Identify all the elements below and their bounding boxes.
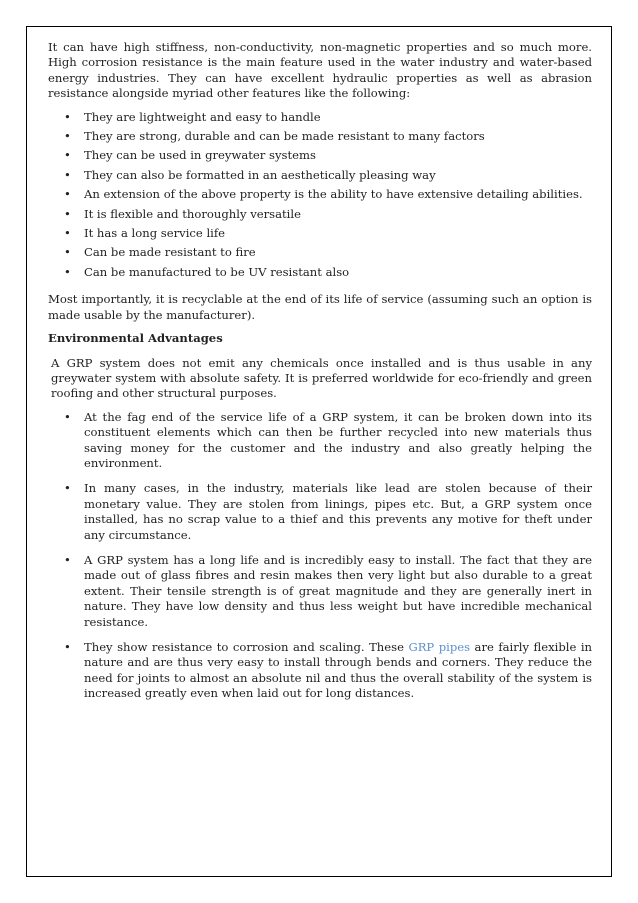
bullet-icon: • [64, 409, 71, 424]
list-item: • Can be made resistant to fire [64, 245, 256, 260]
list-item: • They show resistance to corrosion and scaling. These GRP pipes are fairly flexible in nature and are thus very easy to install through bends and corners. They reduce the need for joints to almost an absolute nil and thus the overall stability of the system is increased greatly even when laid out for long distances. [64, 640, 593, 701]
bullet-icon: • [64, 206, 71, 221]
section-heading: Environmental Advantages [48, 331, 223, 346]
bullet-icon: • [64, 245, 71, 260]
bullet-icon: • [64, 264, 71, 279]
intro-paragraph: It can have high stiffness, non-conductivity, non-magnetic properties and so much more. High corrosion resistance is the main feature used in the water industry and water-based energy industries. They can have excellent hydraulic properties as well as abrasion resistance alongside myriad other features like the following: [48, 40, 592, 101]
list-item: • An extension of the above property is the ability to have extensive detailing abilities. [64, 187, 583, 202]
bullet-icon: • [64, 167, 71, 182]
list-item: • They can be used in greywater systems [64, 148, 316, 163]
recyclable-paragraph: Most importantly, it is recyclable at the end of its life of service (assuming such an option is made usable by the manufacturer). [48, 292, 592, 322]
list-item: • They can also be formatted in an aesthetically pleasing way [64, 167, 436, 182]
list-item: • Can be manufactured to be UV resistant also [64, 264, 350, 279]
grp-pipes-link[interactable]: GRP pipes [408, 640, 471, 654]
bullet-icon: • [64, 109, 71, 124]
env-advantages-list [48, 410, 592, 702]
list-item: • They are strong, durable and can be made resistant to many factors [64, 129, 485, 144]
list-item: • A GRP system has a long life and is incredibly easy to install. The fact that they are made out of glass fibres and resin makes then very light but also durable to a great extent. Their tensile strength is of great magnitude and they are generally inert in nature. They have low density and thus less weight but have incredible mechanical resistance. [64, 552, 592, 629]
features-list [48, 110, 592, 281]
document-body [48, 40, 592, 714]
bullet-icon: • [64, 640, 71, 654]
bullet-icon: • [64, 481, 71, 496]
env-intro-paragraph: A GRP system does not emit any chemicals once installed and is thus usable in any greywater system with absolute safety. It is preferred worldwide for eco-friendly and green roofing and other structural purposes. [51, 355, 592, 401]
list-item: • At the fag end of the service life of a GRP system, it can be broken down into its constituent elements which can then be further recycled into new materials thus saving money for the customer and the industry and also greatly helping the environment. [64, 409, 592, 470]
list-item: • They are lightweight and easy to handle [64, 109, 321, 124]
list-item: • It has a long service life [64, 226, 226, 241]
bullet-icon: • [64, 187, 71, 202]
list-item: • It is flexible and thoroughly versatile [64, 206, 301, 221]
list-item: • In many cases, in the industry, materials like lead are stolen because of their monetary value. They are stolen from linings, pipes etc. But, a GRP system once installed, has no scrap value to a thief and this prevents any motive for theft under any circumstance. [64, 481, 592, 542]
bullet-icon: • [64, 552, 71, 567]
bullet-icon: • [64, 129, 71, 144]
bullet-icon: • [64, 148, 71, 163]
bullet-icon: • [64, 226, 71, 241]
